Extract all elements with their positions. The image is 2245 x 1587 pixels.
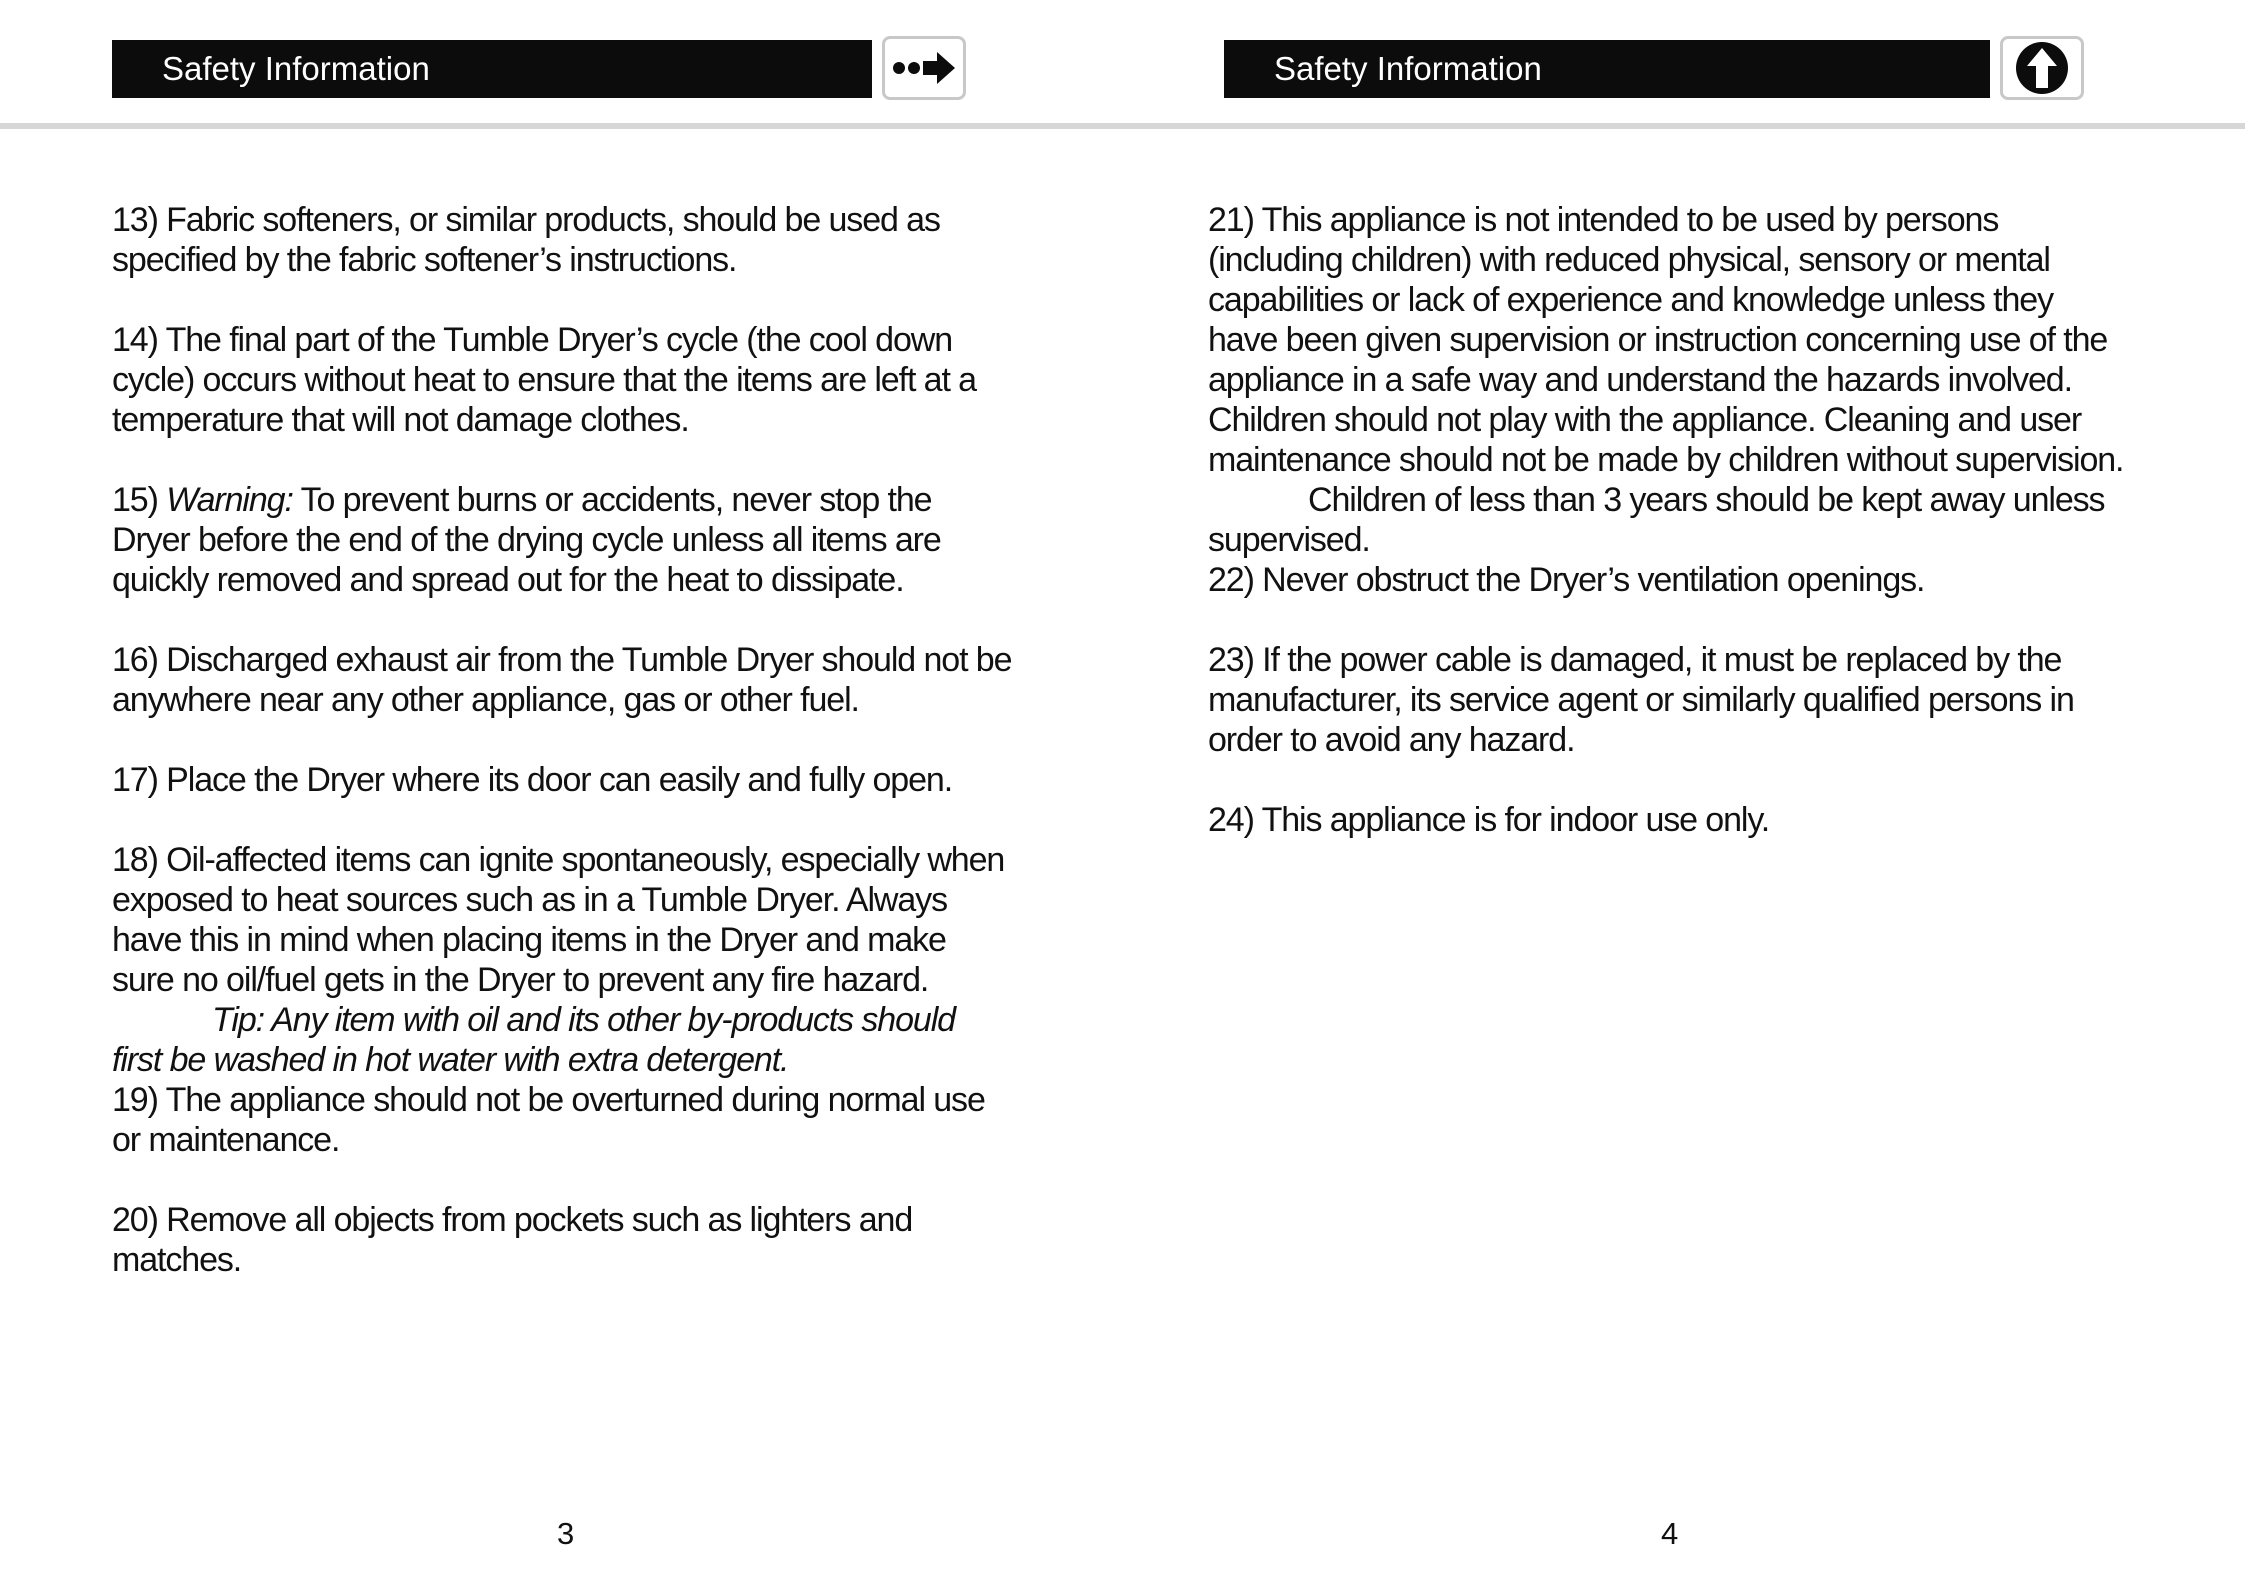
warning-label: Warning: <box>166 481 293 519</box>
up-arrow-icon[interactable] <box>2000 36 2084 100</box>
forward-arrow-icon-graphic <box>889 46 959 90</box>
safety-item-20: 20) Remove all objects from pockets such as lighters and matches. <box>112 1201 913 1279</box>
safety-tip: Tip: Any item with oil and its other by-products should first be washed in hot water with extra detergent. <box>112 1001 955 1079</box>
safety-item-13: 13) Fabric softeners, or similar products, should be used as specified by the fabric softener’s instructions. <box>112 201 940 279</box>
right-page-header: Safety Information <box>1224 40 1990 98</box>
right-page-content <box>1208 200 2128 880</box>
safety-item-18: 18) Oil-affected items can ignite spontaneously, especially when exposed to heat sources such as in a Tumble Dryer. Always have this in mind when placing items in the Dryer and make sure no oil/fuel gets in the Dryer to prevent any fire hazard. <box>112 841 1005 999</box>
safety-item-19: 19) The appliance should not be overturned during normal use or maintenance. <box>112 1081 985 1159</box>
header-divider <box>0 123 2245 129</box>
safety-item-22: 22) Never obstruct the Dryer’s ventilation openings. <box>1208 561 1925 599</box>
safety-item-23: 23) If the power cable is damaged, it must be replaced by the manufacturer, its service agent or similarly qualified persons in order to avoid any hazard. <box>1208 641 2074 759</box>
safety-item-24: 24) This appliance is for indoor use only. <box>1208 801 1770 839</box>
page-number-left: 3 <box>557 1516 575 1551</box>
item-15-text: To prevent burns or accidents, never stop the Dryer before the end of the drying cycle unless all items are quickly removed and spread out for the heat to dissipate. <box>112 481 941 599</box>
page-number-right: 4 <box>1661 1516 1679 1551</box>
safety-item-21-note: Children of less than 3 years should be kept away unless supervised. <box>1208 481 2105 559</box>
up-arrow-icon-graphic <box>2014 40 2070 96</box>
safety-item-16: 16) Discharged exhaust air from the Tumble Dryer should not be anywhere near any other appliance, gas or other fuel. <box>112 641 1012 719</box>
safety-item-15 <box>112 480 1012 600</box>
safety-item-21: 21) This appliance is not intended to be used by persons (including children) with reduced physical, sensory or mental capabilities or lack of experience and knowledge unless they have been given supervision or instruction concerning use of the appliance in a safe way and understand the hazards involved. Children should not play with the appliance. Cleaning and user maintenance should not be made by children without supervision. <box>1208 201 2124 479</box>
safety-item-14: 14) The final part of the Tumble Dryer’s cycle (the cool down cycle) occurs without heat to ensure that the items are left at a temperature that will not damage clothes. <box>112 321 976 439</box>
forward-arrow-icon[interactable] <box>882 36 966 100</box>
left-page-header: Safety Information <box>112 40 872 98</box>
left-page-content <box>112 200 1012 1320</box>
safety-item-17: 17) Place the Dryer where its door can easily and fully open. <box>112 761 953 799</box>
item-15-prefix: 15) <box>112 481 158 519</box>
